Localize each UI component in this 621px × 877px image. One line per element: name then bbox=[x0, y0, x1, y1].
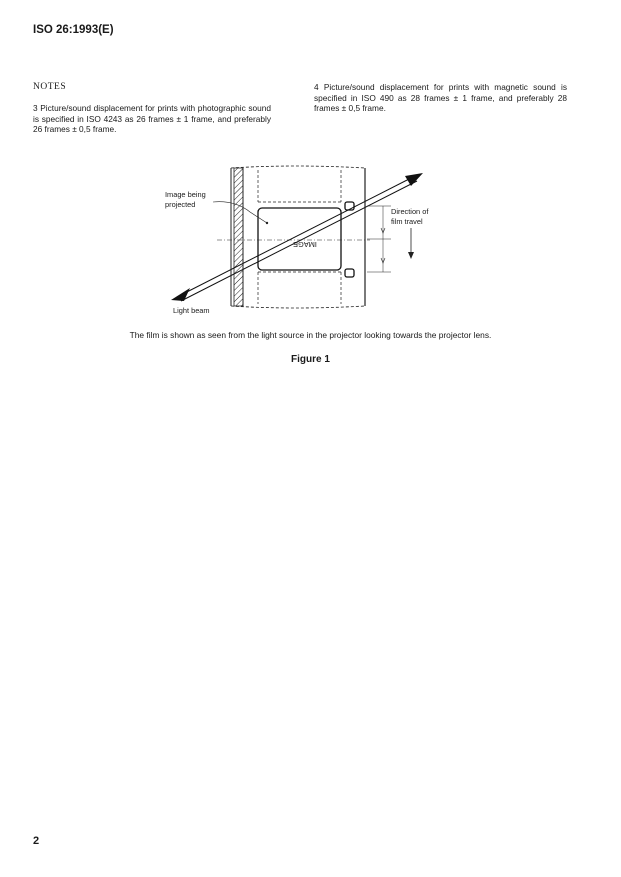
figure-caption: The film is shown as seen from the light source in the projector looking towards the projector lens. bbox=[129, 330, 492, 340]
label-light-beam: Light beam bbox=[173, 306, 210, 315]
label-film-travel: film travel bbox=[391, 217, 423, 226]
label-image-being: Image being bbox=[165, 190, 206, 199]
direction-arrow bbox=[408, 228, 414, 259]
document-header: ISO 26:1993(E) bbox=[33, 24, 114, 36]
sound-track bbox=[234, 168, 243, 306]
page-number: 2 bbox=[33, 835, 40, 847]
figure-1-diagram bbox=[155, 160, 445, 320]
frame-pitch-dimension bbox=[367, 206, 391, 272]
projected-frame bbox=[258, 208, 341, 270]
film-frames bbox=[258, 170, 341, 304]
light-beam-arrow bbox=[171, 173, 423, 301]
figure-title: Figure 1 bbox=[291, 354, 330, 365]
label-direction-of: Direction of bbox=[391, 207, 429, 216]
note-4: 4 Picture/sound displacement for prints with magnetic sound is specified in ISO 490 as 28 frames ± 1 frame, and preferably 28 frames ± 0,5 frame. bbox=[314, 82, 567, 114]
film-strip bbox=[231, 166, 365, 308]
perforation-bottom bbox=[345, 269, 354, 277]
frame-image-text: IMAGE bbox=[293, 240, 317, 249]
notes-heading: NOTES bbox=[33, 82, 67, 92]
note-3: 3 Picture/sound displacement for prints with photographic sound is specified in ISO 4243 as 26 frames ± 1 frame, and preferably 26 frames ± 0,5 frame. bbox=[33, 103, 271, 135]
label-projected: projected bbox=[165, 200, 196, 209]
